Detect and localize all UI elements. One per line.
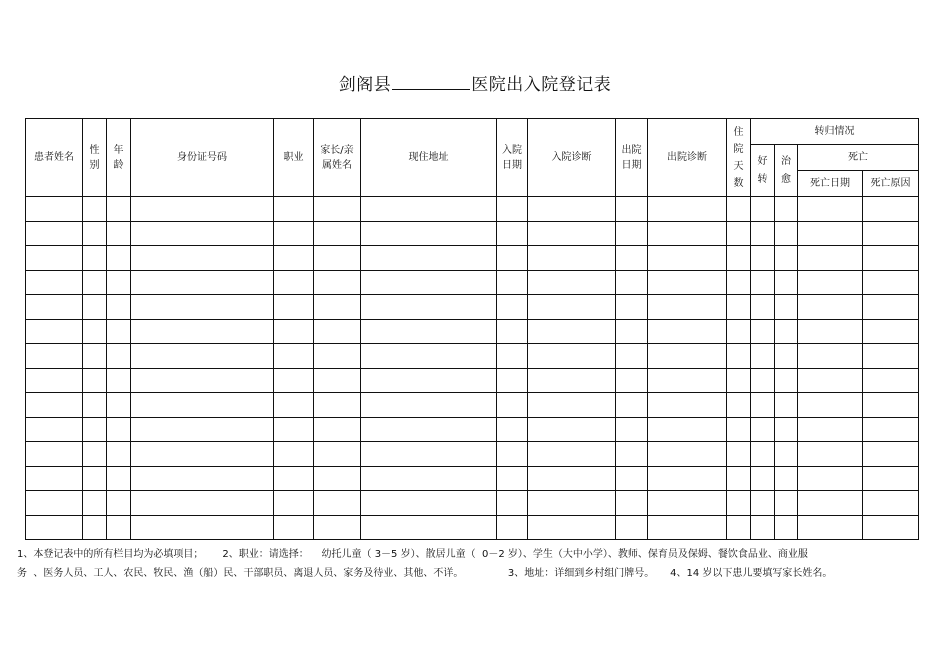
entry-cell[interactable]: [107, 368, 131, 393]
entry-cell[interactable]: [798, 344, 863, 369]
entry-cell[interactable]: [528, 319, 616, 344]
entry-cell[interactable]: [863, 417, 919, 442]
entry-cell[interactable]: [751, 491, 775, 516]
entry-cell[interactable]: [131, 368, 274, 393]
entry-cell[interactable]: [26, 221, 83, 246]
entry-cell[interactable]: [648, 442, 727, 467]
table-row: [26, 417, 919, 442]
table-row: [26, 515, 919, 540]
entry-cell[interactable]: [497, 221, 528, 246]
entry-cell[interactable]: [751, 442, 775, 467]
entry-cell[interactable]: [798, 295, 863, 320]
entry-cell[interactable]: [83, 393, 107, 418]
entry-cell[interactable]: [361, 515, 497, 540]
entry-cell[interactable]: [616, 319, 648, 344]
table-row: [26, 393, 919, 418]
entry-cell[interactable]: [314, 246, 361, 271]
entry-cell[interactable]: [798, 319, 863, 344]
entry-cell[interactable]: [314, 515, 361, 540]
entry-cell[interactable]: [863, 270, 919, 295]
header-patient-name: 患者姓名: [26, 119, 83, 197]
entry-cell[interactable]: [648, 491, 727, 516]
entry-cell[interactable]: [863, 515, 919, 540]
entry-cell[interactable]: [798, 442, 863, 467]
header-improved: 好转: [751, 145, 775, 197]
entry-cell[interactable]: [751, 295, 775, 320]
entry-cell[interactable]: [274, 270, 314, 295]
entry-cell[interactable]: [26, 197, 83, 222]
entry-cell[interactable]: [131, 295, 274, 320]
entry-cell[interactable]: [727, 417, 751, 442]
entry-cell[interactable]: [648, 515, 727, 540]
entry-cell[interactable]: [314, 270, 361, 295]
header-death-date: 死亡日期: [798, 171, 863, 197]
entry-cell[interactable]: [107, 417, 131, 442]
entry-cell[interactable]: [361, 368, 497, 393]
entry-cell[interactable]: [26, 442, 83, 467]
entry-cell[interactable]: [131, 515, 274, 540]
entry-cell[interactable]: [727, 368, 751, 393]
entry-cell[interactable]: [314, 197, 361, 222]
entry-cell[interactable]: [107, 197, 131, 222]
entry-cell[interactable]: [107, 515, 131, 540]
entry-cell[interactable]: [648, 197, 727, 222]
entry-cell[interactable]: [648, 393, 727, 418]
entry-cell[interactable]: [751, 417, 775, 442]
entry-cell[interactable]: [616, 221, 648, 246]
entry-cell[interactable]: [107, 466, 131, 491]
table-row: [26, 197, 919, 222]
entry-cell[interactable]: [863, 491, 919, 516]
entry-cell[interactable]: [751, 515, 775, 540]
entry-cell[interactable]: [775, 515, 798, 540]
entry-cell[interactable]: [863, 466, 919, 491]
entry-cell[interactable]: [361, 319, 497, 344]
entry-cell[interactable]: [107, 442, 131, 467]
entry-cell[interactable]: [616, 393, 648, 418]
table-row: [26, 442, 919, 467]
entry-cell[interactable]: [798, 515, 863, 540]
entry-cell[interactable]: [83, 515, 107, 540]
entry-cell[interactable]: [274, 515, 314, 540]
entry-cell[interactable]: [314, 344, 361, 369]
header-cured: 治愈: [775, 145, 798, 197]
entry-cell[interactable]: [497, 246, 528, 271]
entry-cell[interactable]: [361, 221, 497, 246]
entry-cell[interactable]: [274, 344, 314, 369]
entry-cell[interactable]: [274, 491, 314, 516]
table-row: [26, 270, 919, 295]
entry-cell[interactable]: [83, 270, 107, 295]
entry-cell[interactable]: [361, 197, 497, 222]
entry-cell[interactable]: [727, 319, 751, 344]
table-row: [26, 295, 919, 320]
entry-cell[interactable]: [361, 491, 497, 516]
entry-cell[interactable]: [528, 491, 616, 516]
entry-cell[interactable]: [314, 491, 361, 516]
entry-cell[interactable]: [775, 197, 798, 222]
entry-cell[interactable]: [616, 246, 648, 271]
entry-cell[interactable]: [83, 442, 107, 467]
entry-cell[interactable]: [775, 393, 798, 418]
entry-cell[interactable]: [648, 319, 727, 344]
entry-cell[interactable]: [26, 319, 83, 344]
entry-cell[interactable]: [751, 246, 775, 271]
entry-cell[interactable]: [107, 491, 131, 516]
entry-cell[interactable]: [727, 221, 751, 246]
table-row: [26, 344, 919, 369]
entry-cell[interactable]: [26, 515, 83, 540]
header-outcome: 转归情况: [751, 119, 919, 145]
header-admit-diagnosis: 入院诊断: [528, 119, 616, 197]
entry-cell[interactable]: [314, 368, 361, 393]
entry-cell[interactable]: [616, 442, 648, 467]
entry-cell[interactable]: [775, 491, 798, 516]
entry-cell[interactable]: [775, 417, 798, 442]
entry-cell[interactable]: [616, 466, 648, 491]
entry-cell[interactable]: [107, 344, 131, 369]
entry-cell[interactable]: [26, 270, 83, 295]
entry-cell[interactable]: [798, 246, 863, 271]
entry-cell[interactable]: [775, 368, 798, 393]
entry-cell[interactable]: [727, 515, 751, 540]
title-form-name: 医院出入院登记表: [471, 75, 612, 95]
entry-cell[interactable]: [497, 442, 528, 467]
entry-cell[interactable]: [83, 491, 107, 516]
entry-cell[interactable]: [751, 319, 775, 344]
entry-cell[interactable]: [83, 344, 107, 369]
table-row: [26, 368, 919, 393]
entry-cell[interactable]: [26, 417, 83, 442]
entry-cell[interactable]: [648, 368, 727, 393]
entry-cell[interactable]: [274, 246, 314, 271]
header-occupation: 职业: [274, 119, 314, 197]
entry-cell[interactable]: [361, 466, 497, 491]
entry-cell[interactable]: [83, 221, 107, 246]
entry-cell[interactable]: [727, 344, 751, 369]
entry-cell[interactable]: [528, 221, 616, 246]
entry-cell[interactable]: [616, 491, 648, 516]
entry-cell[interactable]: [131, 221, 274, 246]
entry-cell[interactable]: [528, 368, 616, 393]
entry-cell[interactable]: [798, 466, 863, 491]
entry-cell[interactable]: [274, 393, 314, 418]
entry-cell[interactable]: [497, 393, 528, 418]
entry-cell[interactable]: [616, 368, 648, 393]
entry-cell[interactable]: [727, 197, 751, 222]
entry-cell[interactable]: [361, 417, 497, 442]
entry-cell[interactable]: [528, 393, 616, 418]
entry-cell[interactable]: [798, 417, 863, 442]
entry-cell[interactable]: [26, 368, 83, 393]
table-row: [26, 491, 919, 516]
entry-cell[interactable]: [528, 246, 616, 271]
entry-cell[interactable]: [775, 246, 798, 271]
entry-cell[interactable]: [131, 319, 274, 344]
header-guardian-name: 家长/亲属姓名: [314, 119, 361, 197]
entry-cell[interactable]: [314, 466, 361, 491]
entry-cell[interactable]: [497, 270, 528, 295]
entry-cell[interactable]: [798, 393, 863, 418]
entry-cell[interactable]: [798, 491, 863, 516]
entry-cell[interactable]: [798, 368, 863, 393]
entry-cell[interactable]: [863, 295, 919, 320]
entry-cell[interactable]: [131, 344, 274, 369]
entry-cell[interactable]: [274, 295, 314, 320]
entry-cell[interactable]: [775, 344, 798, 369]
entry-cell[interactable]: [751, 197, 775, 222]
entry-cell[interactable]: [26, 344, 83, 369]
entry-cell[interactable]: [107, 246, 131, 271]
entry-cell[interactable]: [648, 344, 727, 369]
entry-cell[interactable]: [727, 491, 751, 516]
entry-cell[interactable]: [863, 221, 919, 246]
entry-cell[interactable]: [107, 270, 131, 295]
entry-cell[interactable]: [274, 319, 314, 344]
entry-cell[interactable]: [528, 466, 616, 491]
entry-cell[interactable]: [497, 368, 528, 393]
entry-cell[interactable]: [26, 295, 83, 320]
entry-cell[interactable]: [274, 417, 314, 442]
entry-cell[interactable]: [497, 344, 528, 369]
entry-cell[interactable]: [616, 197, 648, 222]
header-sex: 性别: [83, 119, 107, 197]
entry-cell[interactable]: [798, 197, 863, 222]
entry-cell[interactable]: [727, 442, 751, 467]
entry-cell[interactable]: [863, 442, 919, 467]
entry-cell[interactable]: [863, 246, 919, 271]
entry-cell[interactable]: [314, 442, 361, 467]
entry-cell[interactable]: [497, 417, 528, 442]
form-title: [0, 70, 950, 95]
header-age: 年龄: [107, 119, 131, 197]
entry-cell[interactable]: [361, 295, 497, 320]
entry-cell[interactable]: [798, 221, 863, 246]
entry-cell[interactable]: [107, 221, 131, 246]
entry-cell[interactable]: [648, 466, 727, 491]
header-id-number: 身份证号码: [131, 119, 274, 197]
entry-cell[interactable]: [648, 246, 727, 271]
entry-cell[interactable]: [107, 295, 131, 320]
entry-cell[interactable]: [314, 393, 361, 418]
entry-cell[interactable]: [131, 466, 274, 491]
header-discharge-diagnosis: 出院诊断: [648, 119, 727, 197]
form-notes: [17, 545, 937, 583]
entry-cell[interactable]: [131, 197, 274, 222]
header-death: 死亡: [798, 145, 919, 171]
table-row: [26, 466, 919, 491]
entry-cell[interactable]: [314, 221, 361, 246]
entry-cell[interactable]: [274, 368, 314, 393]
entry-cell[interactable]: [107, 319, 131, 344]
entry-cell[interactable]: [863, 344, 919, 369]
entry-cell[interactable]: [751, 270, 775, 295]
entry-cell[interactable]: [107, 393, 131, 418]
entry-cell[interactable]: [26, 491, 83, 516]
entry-cell[interactable]: [314, 417, 361, 442]
entry-cell[interactable]: [26, 466, 83, 491]
entry-cell[interactable]: [775, 270, 798, 295]
entry-cell[interactable]: [727, 246, 751, 271]
entry-cell[interactable]: [775, 442, 798, 467]
entry-cell[interactable]: [274, 442, 314, 467]
entry-cell[interactable]: [497, 319, 528, 344]
entry-cell[interactable]: [616, 270, 648, 295]
entry-cell[interactable]: [751, 466, 775, 491]
entry-cell[interactable]: [648, 270, 727, 295]
entry-cell[interactable]: [361, 246, 497, 271]
header-death-cause: 死亡原因: [863, 171, 919, 197]
entry-cell[interactable]: [131, 393, 274, 418]
entry-cell[interactable]: [616, 295, 648, 320]
entry-cell[interactable]: [616, 344, 648, 369]
entry-cell[interactable]: [528, 270, 616, 295]
entry-cell[interactable]: [497, 491, 528, 516]
hospital-name-blank[interactable]: [392, 75, 470, 90]
entry-cell[interactable]: [131, 491, 274, 516]
table-row: [26, 319, 919, 344]
entry-cell[interactable]: [274, 221, 314, 246]
entry-cell[interactable]: [314, 295, 361, 320]
entry-cell[interactable]: [751, 221, 775, 246]
entry-cell[interactable]: [26, 393, 83, 418]
entry-cell[interactable]: [751, 393, 775, 418]
entry-cell[interactable]: [131, 270, 274, 295]
entry-cell[interactable]: [775, 466, 798, 491]
entry-cell[interactable]: [775, 221, 798, 246]
entry-cell[interactable]: [83, 295, 107, 320]
title-county: 剑阁县: [338, 75, 392, 95]
entry-cell[interactable]: [798, 270, 863, 295]
entry-cell[interactable]: [727, 393, 751, 418]
entry-cell[interactable]: [497, 466, 528, 491]
entry-cell[interactable]: [528, 295, 616, 320]
notes-line-2: 务 、医务人员、工人、农民、牧民、渔（船）民、干部职员、离退人员、家务及待业、其他、不详。 3、地址：详细到乡村组门牌号。 4、14 岁以下患儿要填写家长姓名。: [17, 568, 833, 579]
entry-cell[interactable]: [528, 417, 616, 442]
entry-cell[interactable]: [83, 319, 107, 344]
entry-cell[interactable]: [131, 246, 274, 271]
entry-cell[interactable]: [274, 197, 314, 222]
entry-cell[interactable]: [497, 295, 528, 320]
entry-cell[interactable]: [863, 197, 919, 222]
header-address: 现住地址: [361, 119, 497, 197]
entry-cell[interactable]: [83, 417, 107, 442]
entry-cell[interactable]: [497, 197, 528, 222]
entry-cell[interactable]: [361, 442, 497, 467]
entry-cell[interactable]: [727, 295, 751, 320]
entry-cell[interactable]: [616, 515, 648, 540]
entry-cell[interactable]: [648, 221, 727, 246]
entry-cell[interactable]: [361, 344, 497, 369]
entry-cell[interactable]: [648, 417, 727, 442]
entry-cell[interactable]: [361, 393, 497, 418]
entry-cell[interactable]: [528, 344, 616, 369]
entry-cell[interactable]: [727, 466, 751, 491]
entry-cell[interactable]: [497, 515, 528, 540]
entry-cell[interactable]: [528, 442, 616, 467]
header-stay-days: 住院天数: [727, 119, 751, 197]
entry-cell[interactable]: [751, 344, 775, 369]
notes-line-1: 1、本登记表中的所有栏目均为必填项目； 2、职业：请选择： 幼托儿童（ 3－5 岁）、散居儿童（ 0－2 岁）、学生（大中小学）、教师、保育员及保姆、餐饮食品业、商业服: [17, 549, 808, 560]
entry-cell[interactable]: [863, 368, 919, 393]
entry-cell[interactable]: [83, 197, 107, 222]
entry-cell[interactable]: [616, 417, 648, 442]
entry-cell[interactable]: [131, 417, 274, 442]
table-row: [26, 221, 919, 246]
header-discharge-date: 出院日期: [616, 119, 648, 197]
entry-cell[interactable]: [751, 368, 775, 393]
entry-cell[interactable]: [26, 246, 83, 271]
entry-cell[interactable]: [361, 270, 497, 295]
table-row: [26, 246, 919, 271]
entry-cell[interactable]: [274, 466, 314, 491]
entry-cell[interactable]: [727, 270, 751, 295]
entry-cell[interactable]: [863, 393, 919, 418]
entry-cell[interactable]: [314, 319, 361, 344]
entry-cell[interactable]: [83, 368, 107, 393]
entry-cell[interactable]: [528, 515, 616, 540]
header-admit-date: 入院日期: [497, 119, 528, 197]
entry-cell[interactable]: [83, 246, 107, 271]
entry-cell[interactable]: [863, 319, 919, 344]
entry-cell[interactable]: [83, 466, 107, 491]
entry-cell[interactable]: [131, 442, 274, 467]
entry-cell[interactable]: [648, 295, 727, 320]
entry-cell[interactable]: [775, 319, 798, 344]
entry-cell[interactable]: [528, 197, 616, 222]
registration-table: [25, 118, 919, 540]
entry-cell[interactable]: [775, 295, 798, 320]
